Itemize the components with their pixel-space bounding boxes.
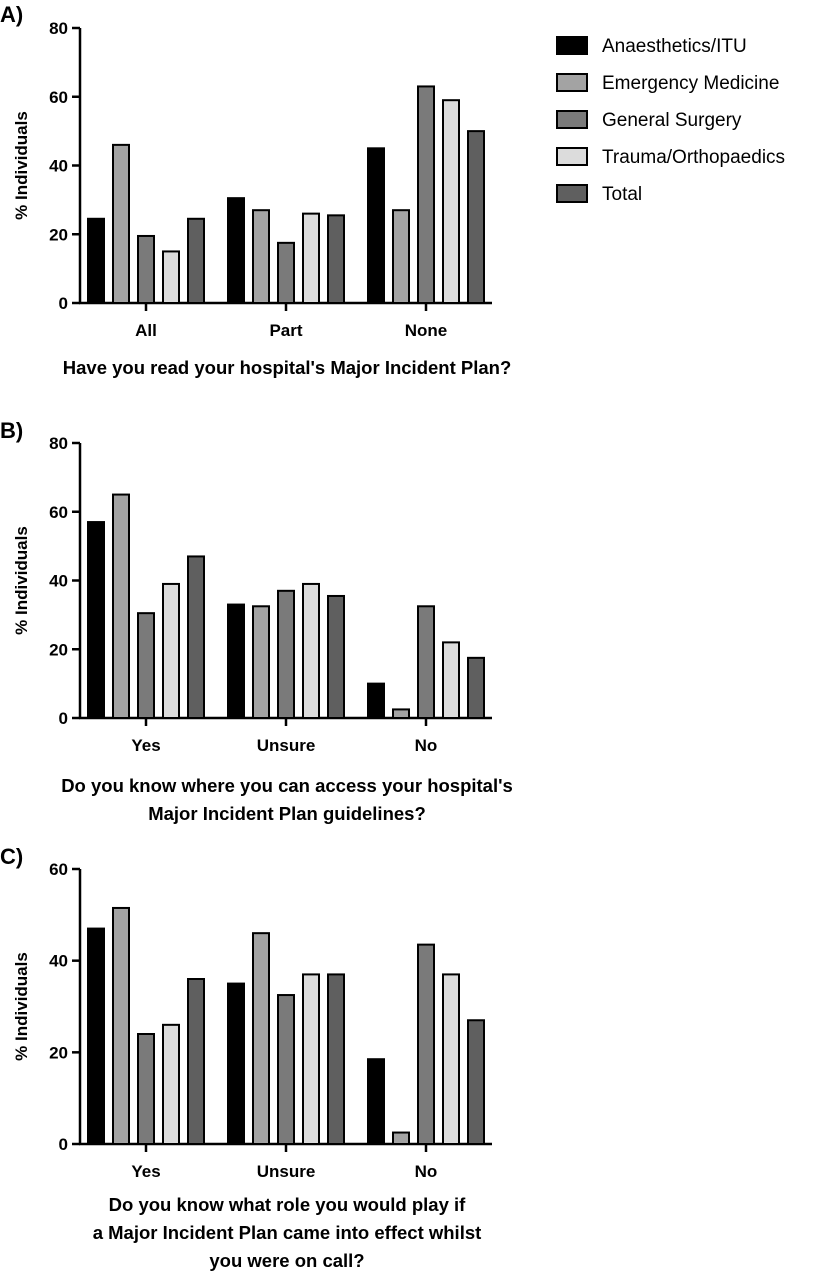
bar	[253, 606, 269, 718]
y-tick-label: 40	[49, 951, 68, 971]
bar	[328, 974, 344, 1144]
legend	[557, 36, 785, 205]
bar	[443, 100, 459, 303]
bar	[138, 236, 154, 303]
question-text: a Major Incident Plan came into effect whilst	[92, 1222, 482, 1243]
y-tick-label: 20	[49, 640, 68, 660]
legend-label: General Surgery	[602, 110, 742, 131]
bar	[278, 243, 294, 303]
bar	[303, 974, 319, 1144]
y-tick-label: 20	[49, 1043, 68, 1063]
y-axis-label: % Individuals	[12, 526, 31, 635]
panel-label: C)	[0, 844, 24, 869]
x-tick-label: All	[135, 321, 157, 340]
legend-swatch	[557, 37, 587, 54]
bar	[88, 522, 104, 718]
bar	[88, 219, 104, 303]
legend-label: Trauma/Orthopaedics	[602, 147, 786, 168]
bar	[138, 613, 154, 718]
bar	[468, 131, 484, 303]
legend-swatch	[557, 185, 587, 202]
bar	[228, 984, 244, 1144]
chart-panel	[0, 418, 513, 824]
question-text: Have you read your hospital's Major Incident Plan?	[62, 357, 512, 378]
y-tick-label: 80	[49, 19, 68, 38]
panel-label: B)	[0, 418, 24, 443]
legend-label: Emergency Medicine	[602, 73, 780, 94]
bar	[278, 591, 294, 718]
x-tick-label: Unsure	[256, 736, 316, 755]
bar	[328, 596, 344, 718]
bar	[253, 933, 269, 1144]
legend-swatch	[557, 111, 587, 128]
bar	[188, 556, 204, 718]
legend-swatch	[557, 148, 587, 165]
bar	[393, 210, 409, 303]
bar	[253, 210, 269, 303]
y-tick-label: 60	[49, 860, 68, 879]
x-tick-label: Unsure	[256, 1162, 316, 1181]
y-tick-label: 0	[58, 294, 68, 313]
bar	[163, 1025, 179, 1144]
x-tick-label: Yes	[131, 736, 161, 755]
bar	[163, 251, 179, 303]
y-tick-label: 0	[58, 1135, 68, 1154]
bar	[138, 1034, 154, 1144]
bar	[278, 995, 294, 1144]
bar	[443, 642, 459, 718]
bar	[113, 908, 129, 1144]
question-text: Do you know what role you would play if	[108, 1194, 466, 1215]
legend-swatch	[557, 74, 587, 91]
x-tick-label: Part	[269, 321, 303, 340]
bar	[393, 1133, 409, 1144]
x-tick-label: No	[414, 736, 438, 755]
chart-panel	[0, 844, 492, 1271]
x-tick-label: None	[404, 321, 448, 340]
y-tick-label: 60	[49, 502, 68, 522]
bar	[303, 214, 319, 303]
bar	[228, 198, 244, 303]
x-tick-label: Yes	[131, 1162, 161, 1181]
bar	[443, 974, 459, 1144]
bar	[303, 584, 319, 718]
bar	[418, 606, 434, 718]
y-axis-label: % Individuals	[12, 952, 31, 1061]
panel-label: A)	[0, 2, 24, 27]
y-tick-label: 60	[49, 87, 68, 107]
x-tick-label: No	[414, 1162, 438, 1181]
y-tick-label: 0	[58, 709, 68, 728]
bar	[418, 86, 434, 303]
bar	[368, 684, 384, 718]
bar	[88, 929, 104, 1144]
bar	[328, 215, 344, 303]
bar	[228, 605, 244, 718]
bar	[113, 495, 129, 718]
question-text: Major Incident Plan guidelines?	[148, 803, 426, 824]
bar	[163, 584, 179, 718]
bar	[113, 145, 129, 303]
bar	[188, 219, 204, 303]
y-tick-label: 40	[49, 571, 68, 591]
question-text: you were on call?	[209, 1250, 365, 1271]
bar	[393, 709, 409, 718]
bar	[418, 945, 434, 1144]
bar	[368, 148, 384, 303]
bar	[468, 1020, 484, 1144]
legend-label: Total	[602, 184, 643, 205]
legend-label: Anaesthetics/ITU	[602, 36, 747, 57]
y-tick-label: 40	[49, 156, 68, 176]
question-text: Do you know where you can access your hospital's	[61, 775, 513, 796]
bar	[368, 1059, 384, 1144]
bar	[468, 658, 484, 718]
chart-panel	[0, 2, 511, 378]
bar	[188, 979, 204, 1144]
y-tick-label: 80	[49, 434, 68, 453]
y-axis-label: % Individuals	[12, 111, 31, 220]
y-tick-label: 20	[49, 225, 68, 245]
